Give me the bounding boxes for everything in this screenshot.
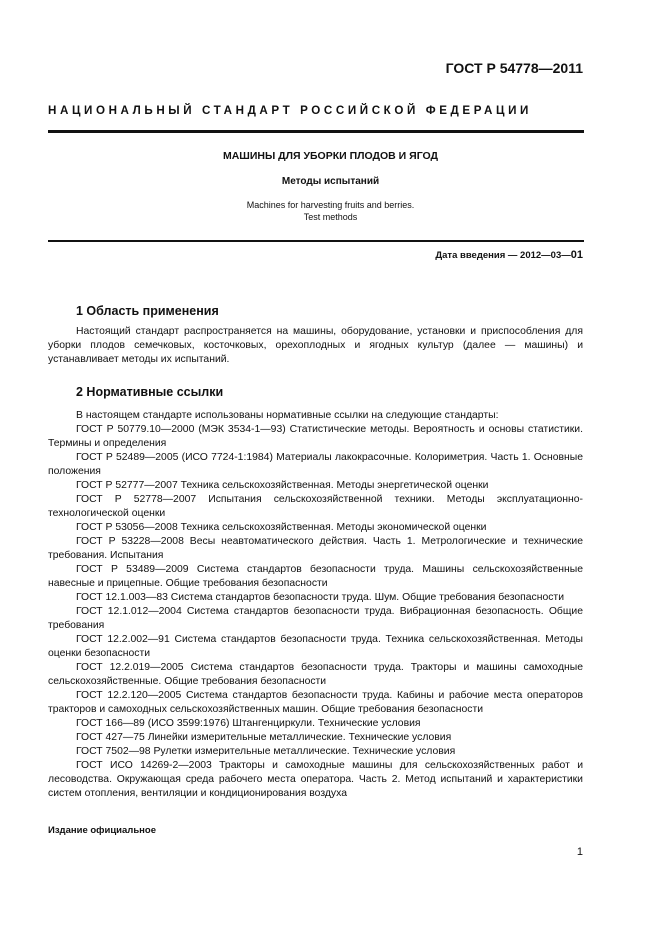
official-edition-label: Издание официальное [48,825,156,836]
document-title: МАШИНЫ ДЛЯ УБОРКИ ПЛОДОВ И ЯГОД [222,150,439,162]
reference-item: ГОСТ 12.2.120—2005 Система стандартов безопасности труда. Кабины и рабочие места операторов тракторов и самоходных сельскохозяйственных машин. Общие требования безопасности [48,690,583,715]
reference-item: ГОСТ Р 53228—2008 Весы неавтоматического действия. Часть 1. Метрологические и технические требования. Испытания [48,536,583,561]
reference-item: ГОСТ 12.2.002—91 Система стандартов безопасности труда. Техника сельскохозяйственная. Методы оценки безопасности [48,634,583,659]
introduction-date-prefix: Дата введения — 2012—03— [435,250,571,261]
section-1-text [48,325,583,367]
national-standard-banner: НАЦИОНАЛЬНЫЙ СТАНДАРТ РОССИЙСКОЙ ФЕДЕРАЦИИ [48,104,532,117]
title-divider [48,240,584,242]
reference-item: ГОСТ ИСО 14269-2—2003 Тракторы и самоходные машины для сельскохозяйственных работ и лесоводства. Окружающая среда рабочего места оператора. Часть 2. Метод испытаний и характеристики систем отопления, вентиляции и кондиционирования воздуха [48,760,583,799]
document-subtitle: Методы испытаний [281,176,380,187]
normative-references-list [48,409,583,801]
reference-item: ГОСТ 12.1.012—2004 Система стандартов безопасности труда. Вибрационная безопасность. Общие требования [48,606,583,631]
reference-item: ГОСТ Р 53489—2009 Система стандартов безопасности труда. Машины сельскохозяйственные навесные и прицепные. Общие требования безопасности [48,564,583,589]
reference-item: ГОСТ 166—89 (ИСО 3599:1976) Штангенциркули. Технические условия [76,718,421,729]
document-code: ГОСТ Р 54778—2011 [445,60,583,76]
reference-intro: В настоящем стандарте использованы нормативные ссылки на следующие стандарты: [76,410,499,421]
english-title-line-2: Test methods [303,212,358,222]
english-title-line-1: Machines for harvesting fruits and berries. [246,200,415,210]
english-title [0,199,661,223]
section-1-heading: 1 Область применения [76,304,219,318]
section-1-paragraph: Настоящий стандарт распространяется на машины, оборудование, установки и приспособления для уборки плодов семечковых, косточковых, орехоплодных и ягодных культур (далее — машины) и устанавливает методы их испытаний. [48,326,583,365]
reference-item: ГОСТ Р 52778—2007 Испытания сельскохозяйственной техники. Методы эксплуатационно-технологической оценки [48,494,583,519]
page-number: 1 [576,846,583,858]
reference-item: ГОСТ Р 53056—2008 Техника сельскохозяйственная. Методы экономической оценки [76,522,487,533]
reference-item: ГОСТ Р 50779.10—2000 (МЭК 3534-1—93) Статистические методы. Вероятность и основы статистики. Термины и определения [48,424,583,449]
reference-item: ГОСТ 7502—98 Рулетки измерительные металлические. Технические условия [76,746,456,757]
reference-item: ГОСТ 427—75 Линейки измерительные металлические. Технические условия [76,732,452,743]
reference-item: ГОСТ 12.2.019—2005 Система стандартов безопасности труда. Тракторы и машины самоходные сельскохозяйственные. Общие требования безопасности [48,662,583,687]
header-divider [48,130,584,133]
introduction-date [435,249,583,261]
reference-item: ГОСТ Р 52777—2007 Техника сельскохозяйственная. Методы энергетической оценки [76,480,489,491]
reference-item: ГОСТ 12.1.003—83 Система стандартов безопасности труда. Шум. Общие требования безопасности [76,592,564,603]
section-2-heading: 2 Нормативные ссылки [76,385,224,399]
introduction-date-day: 01 [570,249,583,261]
reference-item: ГОСТ Р 52489—2005 (ИСО 7724-1:1984) Материалы лакокрасочные. Колориметрия. Часть 1. Основные положения [48,452,583,477]
